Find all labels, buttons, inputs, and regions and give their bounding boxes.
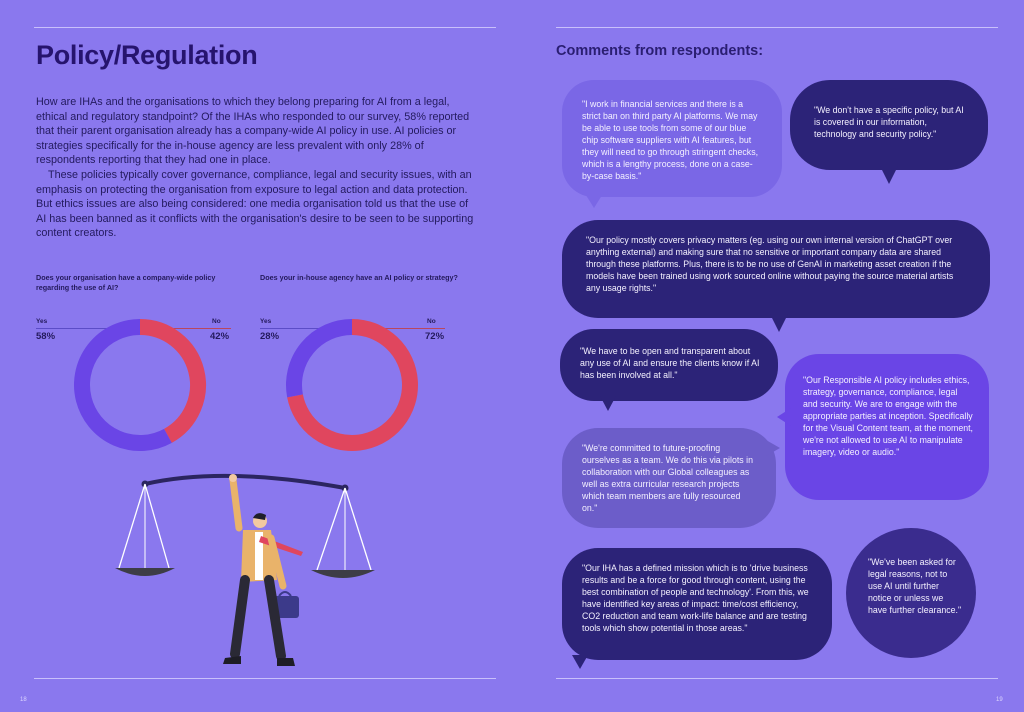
- comment-bubble-3: [562, 220, 990, 318]
- comment-tail-6: [766, 440, 780, 456]
- scales-illustration: [105, 458, 385, 678]
- intro-paragraph-2: These policies typically cover governance, compliance, legal and security issues, with an emphasis on protecting the organisation from exposure to legal action and data protection. But ethics issues are also being considered: one media organisation told us that the use of AI has been banned as it conflicts with the organisation's desire to be seen to be supporting content creators.: [36, 168, 474, 240]
- top-rule-left: [34, 27, 496, 28]
- comments-title: Comments from respondents:: [556, 43, 764, 59]
- comment-tail-4: [600, 396, 616, 411]
- chart-1-donut: [70, 315, 210, 455]
- comment-text-8: "We've been asked for legal reasons, not to use AI until further notice or unless we have further clearance.": [868, 557, 962, 615]
- chart-1-question: Does your organisation have a company-wide policy regarding the use of AI?: [36, 273, 216, 292]
- chart-1-no-value: 42%: [210, 331, 230, 342]
- page-title: Policy/Regulation: [36, 40, 258, 70]
- chart-1-no-label: No: [212, 318, 221, 325]
- chart-1-yes-value: 58%: [36, 331, 56, 342]
- comment-tail-2: [880, 166, 898, 184]
- chart-2-yes-label: Yes: [260, 318, 272, 325]
- comment-bubble-4: [560, 329, 778, 401]
- comment-text-4: "We have to be open and transparent about any use of AI and ensure the clients know if AI has been involved at all.": [580, 346, 760, 380]
- comment-text-3: "Our policy mostly covers privacy matters (eg. using our own internal version of ChatGPT over anything external) and making sure that no sensitive or important company data are shared through these platforms. Plus, there is to be no use of GenAI in marketing asset creation if the models have been trained using work sourced online without paying the source material artists any usage rights.": [586, 235, 954, 293]
- top-rule-right: [556, 27, 998, 28]
- page-number-left: 18: [20, 697, 27, 703]
- comment-text-1: "I work in financial services and there is a strict ban on third party AI platforms. We may be able to use tools from some of our blue chip software suppliers with AI features, but they will need to go through stringent checks, which is a lengthy process, done on a case-by-case basis.": [582, 99, 759, 181]
- chart-2-yes-value: 28%: [260, 331, 280, 342]
- chart-1-slice-yes: [82, 327, 168, 443]
- comment-tail-7: [572, 655, 588, 669]
- comment-text-6: "We're committed to future-proofing ourselves as a team. We do this via pilots in collaboration with our Global colleagues as well as extra curricular research projects which team members are fully resourced on.": [582, 443, 753, 513]
- bottom-rule-left: [34, 678, 496, 679]
- comment-bubble-6: [562, 428, 776, 528]
- chart-1-yes-label: Yes: [36, 318, 48, 325]
- chart-1-slice-no: [140, 327, 198, 436]
- chart-2-slice-yes: [294, 327, 352, 396]
- chart-2-no-value: 72%: [425, 331, 445, 342]
- chart-2-donut: [282, 315, 422, 455]
- comment-text-7: "Our IHA has a defined mission which is to 'drive business results and be a force for good through content, using the best combination of people and technology'. From this, we have identified key areas of impact: time/cost efficiency, CO2 reduction and team work-life balance and are testing tools which show potential in those areas.": [582, 563, 809, 633]
- comment-bubble-1: [562, 80, 782, 197]
- intro-text: [36, 95, 476, 241]
- comment-tail-1: [584, 192, 604, 208]
- comment-bubble-8: [846, 528, 976, 658]
- chart-2-question: Does your in-house agency have an AI policy or strategy?: [260, 273, 458, 282]
- page-number-right: 19: [996, 697, 1003, 703]
- comment-text-5: "Our Responsible AI policy includes ethics, strategy, governance, compliance, legal and security. We are to engage with the appropriate parties at inception. Specifically for the Visual Content team, at the moment, we're not allowed to use AI to manipulate imagery, video or audio.": [803, 375, 974, 457]
- intro-paragraph-1: How are IHAs and the organisations to which they belong preparing for AI from a legal, ethical and regulatory standpoint? Of the IHAs who responded to our survey, 58% reported that their parent organisation already has a company-wide AI policy in use. AI policies or strategies specifically for the in-house agency are less prevalent with only 28% of respondents reporting that they had one in place.: [36, 96, 470, 167]
- comment-bubble-5: [785, 354, 989, 500]
- comment-tail-5: [777, 408, 791, 426]
- comment-bubble-7: [562, 548, 832, 660]
- comment-bubble-2: [790, 80, 988, 170]
- comment-tail-3: [770, 314, 788, 332]
- comment-text-2: "We don't have a specific policy, but AI is covered in our information, technology and security policy.": [814, 105, 964, 139]
- chart-2-no-label: No: [427, 318, 436, 325]
- bottom-rule-right: [556, 678, 998, 679]
